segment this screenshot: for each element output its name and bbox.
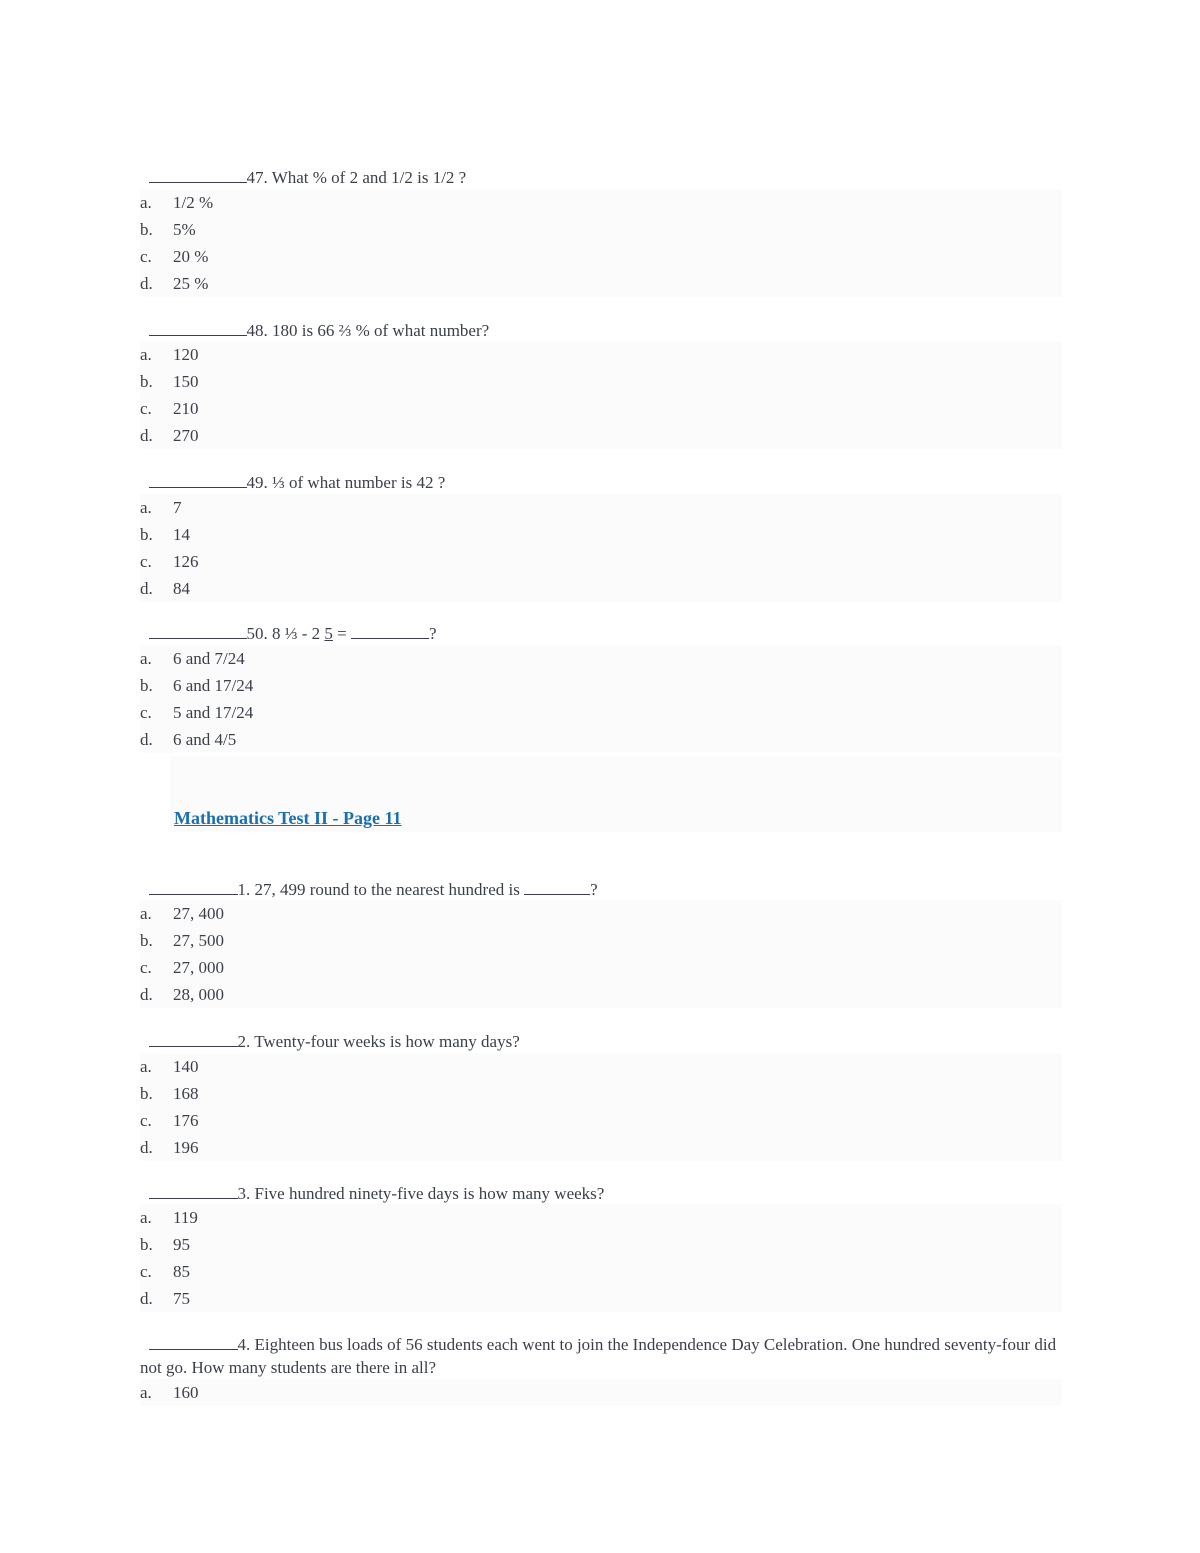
option-letter: c. [140,1262,152,1281]
option-letter: b. [140,372,153,391]
question-49 [140,447,1060,494]
answer-blank[interactable] [149,877,238,895]
option [140,368,1062,395]
question-number: 4. [237,1335,251,1354]
option [140,900,1062,927]
options-4 [140,1379,1062,1406]
option [140,645,1062,672]
option [140,243,1062,270]
option [140,1379,1062,1406]
question-mark: ? [429,624,437,643]
question-1 [140,854,1060,901]
option-letter: b. [140,1084,153,1103]
question-text: Twenty-four weeks is how many days? [254,1032,520,1051]
question-text: ⅓ of what number is 42 ? [272,473,446,492]
option-letter: b. [140,676,153,695]
option-letter: b. [140,931,153,950]
options-3 [140,1204,1062,1312]
option-value: 140 [173,1057,199,1076]
question-text: What % of 2 and 1/2 is 1/2 ? [271,168,467,187]
option [140,699,1062,726]
option [140,494,1062,521]
option-value: 168 [173,1084,199,1103]
option-letter: a. [140,498,152,517]
options-1 [140,900,1062,1008]
option-letter: c. [140,703,152,722]
option [140,726,1062,753]
option-value: 84 [173,579,190,598]
option-value: 95 [173,1235,190,1254]
option-value: 6 and 17/24 [173,676,254,695]
equals-sign: = [337,624,347,643]
option-value: 85 [173,1262,190,1281]
option-value: 196 [173,1138,199,1157]
underlined-fraction-part: 5 [324,624,333,643]
answer-blank[interactable] [149,165,247,183]
option [140,548,1062,575]
option-value: 126 [173,552,199,571]
question-number: 48. [246,321,268,340]
answer-blank[interactable] [149,621,247,639]
option-letter: d. [140,579,153,598]
option-value: 28, 000 [173,985,224,1004]
option [140,1231,1062,1258]
option-value: 5% [173,220,196,239]
question-4 [140,1309,1060,1379]
option-letter: c. [140,1111,152,1130]
question-47 [140,142,1060,189]
option-value: 20 % [173,247,209,266]
question-text: Five hundred ninety-five days is how many weeks? [254,1184,605,1203]
option-letter: d. [140,426,153,445]
options-49 [140,494,1062,602]
option-letter: b. [140,525,153,544]
option-letter: b. [140,1235,153,1254]
question-number: 2. [237,1032,251,1051]
option [140,189,1062,216]
question-text: 27, 499 round to the nearest hundred is [254,880,520,899]
option-value: 6 and 4/5 [173,730,237,749]
option-letter: d. [140,1138,153,1157]
options-50 [140,645,1062,753]
question-48 [140,295,1060,342]
section-title-link[interactable]: Mathematics Test II - Page 11 [174,808,402,828]
option-value: 270 [173,426,199,445]
option-value: 27, 000 [173,958,224,977]
option [140,1285,1062,1312]
option-letter: a. [140,345,152,364]
option-value: 27, 400 [173,904,224,923]
option-value: 1/2 % [173,193,214,212]
option-letter: d. [140,1289,153,1308]
option [140,270,1062,297]
option-value: 176 [173,1111,199,1130]
option [140,521,1062,548]
option-value: 6 and 7/24 [173,649,245,668]
answer-blank[interactable] [149,1332,238,1350]
question-2 [140,1006,1060,1053]
option [140,422,1062,449]
answer-blank[interactable] [149,318,247,336]
option-letter: a. [140,1383,152,1402]
question-number: 1. [237,880,251,899]
option [140,1134,1062,1161]
result-blank[interactable] [524,877,590,895]
question-number: 50. [246,624,268,643]
option-letter: c. [140,552,152,571]
option-letter: a. [140,1057,152,1076]
option [140,1258,1062,1285]
question-3 [140,1158,1060,1205]
answer-blank[interactable] [149,1029,238,1047]
option-value: 7 [173,498,182,517]
option [140,981,1062,1008]
option-letter: c. [140,247,152,266]
option [140,216,1062,243]
option-letter: a. [140,904,152,923]
question-mark: ? [590,880,598,899]
option-letter: a. [140,193,152,212]
question-number: 49. [246,473,268,492]
option-value: 75 [173,1289,190,1308]
options-2 [140,1053,1062,1161]
option-letter: a. [140,649,152,668]
option [140,341,1062,368]
option-value: 25 % [173,274,209,293]
options-47 [140,189,1062,297]
option-letter: a. [140,1208,152,1227]
option-letter: d. [140,985,153,1004]
option-letter: b. [140,220,153,239]
option-value: 160 [173,1383,199,1402]
options-48 [140,341,1062,449]
option [140,395,1062,422]
option-value: 27, 500 [173,931,224,950]
option-letter: d. [140,730,153,749]
answer-blank[interactable] [149,1181,238,1199]
option [140,1204,1062,1231]
question-number: 47. [246,168,268,187]
option-letter: c. [140,399,152,418]
question-text: Eighteen bus loads of 56 students each went to join the Independence Day Celebration. One hundred seventy-four did not go. How many students are there in all? [140,1335,1061,1377]
answer-blank[interactable] [149,470,247,488]
option [140,1053,1062,1080]
question-text: 180 is 66 ⅔ % of what number? [272,321,490,340]
question-expression: 8 ⅓ - 2 [272,624,321,643]
question-50 [140,598,1060,645]
option-value: 5 and 17/24 [173,703,254,722]
option-value: 120 [173,345,199,364]
option-value: 119 [173,1208,198,1227]
result-blank[interactable] [351,621,429,639]
option-value: 150 [173,372,199,391]
question-number: 3. [237,1184,251,1203]
option [140,672,1062,699]
option-letter: d. [140,274,153,293]
option [140,1107,1062,1134]
option-value: 210 [173,399,199,418]
option-letter: c. [140,958,152,977]
option [140,954,1062,981]
option [140,1080,1062,1107]
option [140,927,1062,954]
option-value: 14 [173,525,190,544]
